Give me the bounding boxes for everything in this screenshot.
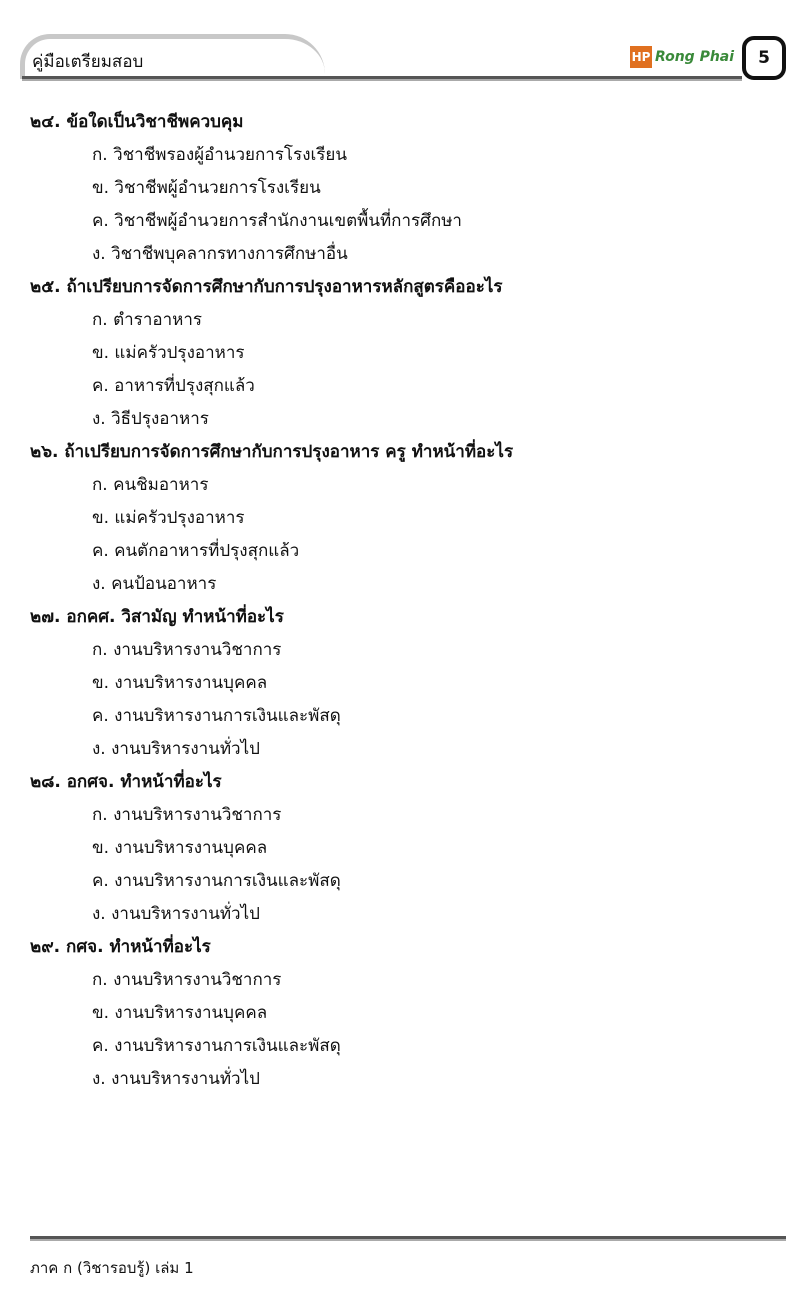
- question-label: ๒๕. ถ้าเปรียบการจัดการศึกษากับการปรุงอาหารหลักสูตรคืออะไร: [30, 277, 503, 297]
- header-divider: [22, 76, 742, 81]
- question-label: ๒๙. กศจ. ทำหน้าที่อะไร: [30, 937, 211, 957]
- question-label: ๒๖. ถ้าเปรียบการจัดการศึกษากับการปรุงอาหาร ครู ทำหน้าที่อะไร: [30, 442, 514, 462]
- answer-option: ง. งานบริหารงานทั่วไป: [92, 739, 260, 759]
- answer-option: ก. ตำราอาหาร: [92, 310, 203, 330]
- answer-option: ข. แม่ครัวปรุงอาหาร: [92, 508, 245, 528]
- answer-option: ง. คนป้อนอาหาร: [92, 574, 217, 594]
- answer-option: ข. วิชาชีพผู้อำนวยการโรงเรียน: [92, 178, 321, 198]
- page-number: 5: [742, 36, 786, 80]
- question-block: [30, 601, 780, 766]
- answer-option: ก. งานบริหารงานวิชาการ: [92, 970, 282, 990]
- answer-option: ง. วิธีปรุงอาหาร: [92, 409, 209, 429]
- question-block: [30, 931, 780, 1096]
- question-block: [30, 106, 780, 271]
- answer-option: ก. คนชิมอาหาร: [92, 475, 209, 495]
- answer-option: ค. คนตักอาหารที่ปรุงสุกแล้ว: [92, 541, 300, 561]
- answer-option: ง. งานบริหารงานทั่วไป: [92, 1069, 260, 1089]
- answer-option: ก. วิชาชีพรองผู้อำนวยการโรงเรียน: [92, 145, 348, 165]
- logo-mark: HP: [630, 46, 652, 68]
- answer-option: ข. งานบริหารงานบุคคล: [92, 838, 268, 858]
- footer-divider: [30, 1236, 786, 1241]
- answer-option: ค. งานบริหารงานการเงินและพัสดุ: [92, 1036, 341, 1056]
- header-title: คู่มือเตรียมสอบ: [32, 52, 144, 72]
- answer-option: ค. วิชาชีพผู้อำนวยการสำนักงานเขตพื้นที่การศึกษา: [92, 211, 462, 231]
- question-block: [30, 766, 780, 931]
- logo-text: Rong Phai: [655, 49, 735, 65]
- question-list: [30, 106, 780, 1096]
- answer-option: ง. งานบริหารงานทั่วไป: [92, 904, 260, 924]
- question-label: ๒๘. อกศจ. ทำหน้าที่อะไร: [30, 772, 222, 792]
- answer-option: ง. วิชาชีพบุคลากรทางการศึกษาอื่น: [92, 244, 348, 264]
- answer-option: ข. แม่ครัวปรุงอาหาร: [92, 343, 245, 363]
- answer-option: ค. อาหารที่ปรุงสุกแล้ว: [92, 376, 255, 396]
- answer-option: ข. งานบริหารงานบุคคล: [92, 673, 268, 693]
- answer-option: ค. งานบริหารงานการเงินและพัสดุ: [92, 871, 341, 891]
- logo: [630, 46, 734, 68]
- question-label: ๒๔. ข้อใดเป็นวิชาชีพควบคุม: [30, 112, 244, 132]
- question-block: [30, 271, 780, 436]
- question-block: [30, 436, 780, 601]
- question-label: ๒๗. อกคศ. วิสามัญ ทำหน้าที่อะไร: [30, 607, 284, 627]
- answer-option: ค. งานบริหารงานการเงินและพัสดุ: [92, 706, 341, 726]
- footer-text: ภาค ก (วิชารอบรู้) เล่ม 1: [30, 1259, 194, 1277]
- answer-option: ก. งานบริหารงานวิชาการ: [92, 805, 282, 825]
- answer-option: ข. งานบริหารงานบุคคล: [92, 1003, 268, 1023]
- answer-option: ก. งานบริหารงานวิชาการ: [92, 640, 282, 660]
